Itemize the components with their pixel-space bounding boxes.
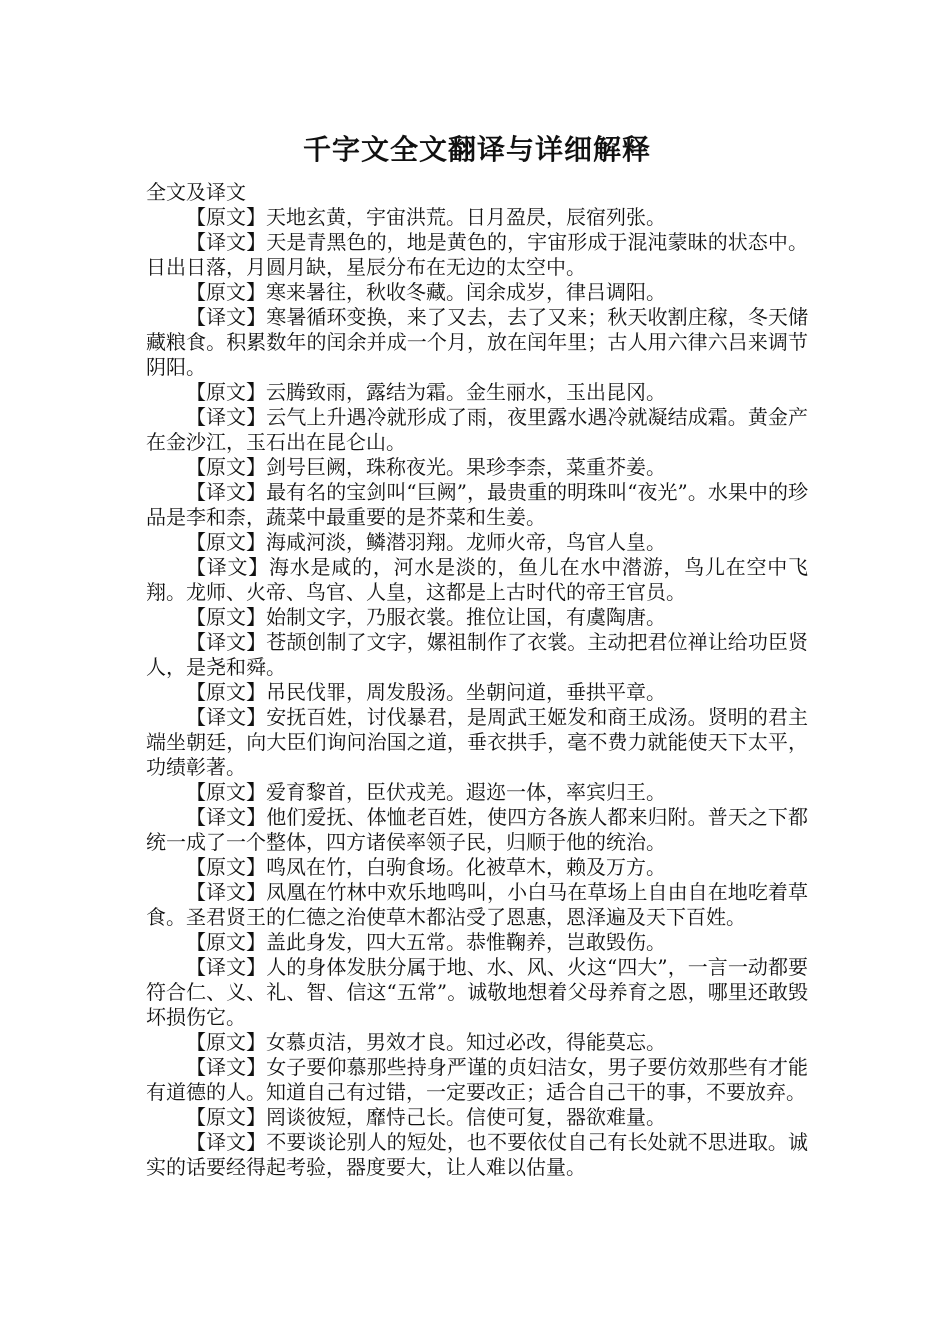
translation-paragraph: 【译文】女子要仰慕那些持身严谨的贞妇洁女，男子要仿效那些有才能有道德的人。知道自己有过错，一定要改正；适合自己干的事，不要放弃。 xyxy=(146,1055,808,1104)
original-text-paragraph: 【原文】爱育黎首，臣伏戎羌。遐迩一体，率宾归王。 xyxy=(186,780,666,804)
original-text-paragraph: 【原文】吊民伐罪，周发殷汤。坐朝问道，垂拱平章。 xyxy=(186,680,666,704)
translation-paragraph: 【译文】人的身体发肤分属于地、水、风、火这“四大”，一言一动都要符合仁、义、礼、智、信这“五常”。诚敬地想着父母养育之恩，哪里还敢毁坏损伤它。 xyxy=(146,955,808,1029)
paragraph-list xyxy=(146,205,808,1180)
translation-paragraph: 【译文】安抚百姓，讨伐暴君，是周武王姬发和商王成汤。贤明的君主端坐朝廷，向大臣们询问治国之道，垂衣拱手，毫不费力就能使天下太平，功绩彰著。 xyxy=(146,705,808,779)
original-text-paragraph: 【原文】海咸河淡，鳞潜羽翔。龙师火帝，鸟官人皇。 xyxy=(186,530,666,554)
translation-paragraph: 【译文】云气上升遇冷就形成了雨，夜里露水遇冷就凝结成霜。黄金产在金沙江，玉石出在昆仑山。 xyxy=(146,405,808,454)
translation-paragraph: 【译文】苍颉创制了文字，嫘祖制作了衣裳。主动把君位禅让给功臣贤人，是尧和舜。 xyxy=(146,630,808,679)
original-text-paragraph: 【原文】盖此身发，四大五常。恭惟鞠养，岂敢毁伤。 xyxy=(186,930,666,954)
translation-paragraph: 【译文】他们爱抚、体恤老百姓，使四方各族人都来归附。普天之下都统一成了一个整体，四方诸侯率领子民，归顺于他的统治。 xyxy=(146,805,808,854)
translation-paragraph: 【译文】凤凰在竹林中欢乐地鸣叫，小白马在草场上自由自在地吃着草食。圣君贤王的仁德之治使草木都沾受了恩惠，恩泽遍及天下百姓。 xyxy=(146,880,808,929)
original-text-paragraph: 【原文】天地玄黄，宇宙洪荒。日月盈昃，辰宿列张。 xyxy=(186,205,666,229)
original-text-paragraph: 【原文】始制文字，乃服衣裳。推位让国，有虞陶唐。 xyxy=(186,605,666,629)
section-heading: 全文及译文 xyxy=(146,180,246,204)
original-text-paragraph: 【原文】女慕贞洁，男效才良。知过必改，得能莫忘。 xyxy=(186,1030,666,1054)
original-text-paragraph: 【原文】云腾致雨，露结为霜。金生丽水，玉出昆冈。 xyxy=(186,380,666,404)
translation-paragraph: 【译文】天是青黑色的，地是黄色的，宇宙形成于混沌蒙昧的状态中。日出日落，月圆月缺，星辰分布在无边的太空中。 xyxy=(146,230,808,279)
original-text-paragraph: 【原文】鸣凤在竹，白驹食场。化被草木，赖及万方。 xyxy=(186,855,666,879)
original-text-paragraph: 【原文】剑号巨阙，珠称夜光。果珍李柰，菜重芥姜。 xyxy=(186,455,666,479)
original-text-paragraph: 【原文】寒来暑往，秋收冬藏。闰余成岁，律吕调阳。 xyxy=(186,280,666,304)
translation-paragraph: 【译文】不要谈论别人的短处，也不要依仗自己有长处就不思进取。诚实的话要经得起考验，器度要大，让人难以估量。 xyxy=(146,1130,808,1179)
translation-paragraph: 【译文】最有名的宝剑叫“巨阙”，最贵重的明珠叫“夜光”。水果中的珍品是李和柰，蔬菜中最重要的是芥菜和生姜。 xyxy=(146,480,808,529)
document-title: 千字文全文翻译与详细解释 xyxy=(302,133,651,166)
translation-paragraph: 【译文】海水是咸的，河水是淡的，鱼儿在水中潜游，鸟儿在空中飞翔。龙师、火帝、鸟官、人皇，这都是上古时代的帝王官员。 xyxy=(146,555,808,604)
original-text-paragraph: 【原文】罔谈彼短，靡恃己长。信使可复，器欲难量。 xyxy=(186,1105,666,1129)
translation-paragraph: 【译文】寒暑循环变换，来了又去，去了又来；秋天收割庄稼，冬天储藏粮食。积累数年的闰余并成一个月，放在闰年里；古人用六律六吕来调节阴阳。 xyxy=(146,305,808,379)
